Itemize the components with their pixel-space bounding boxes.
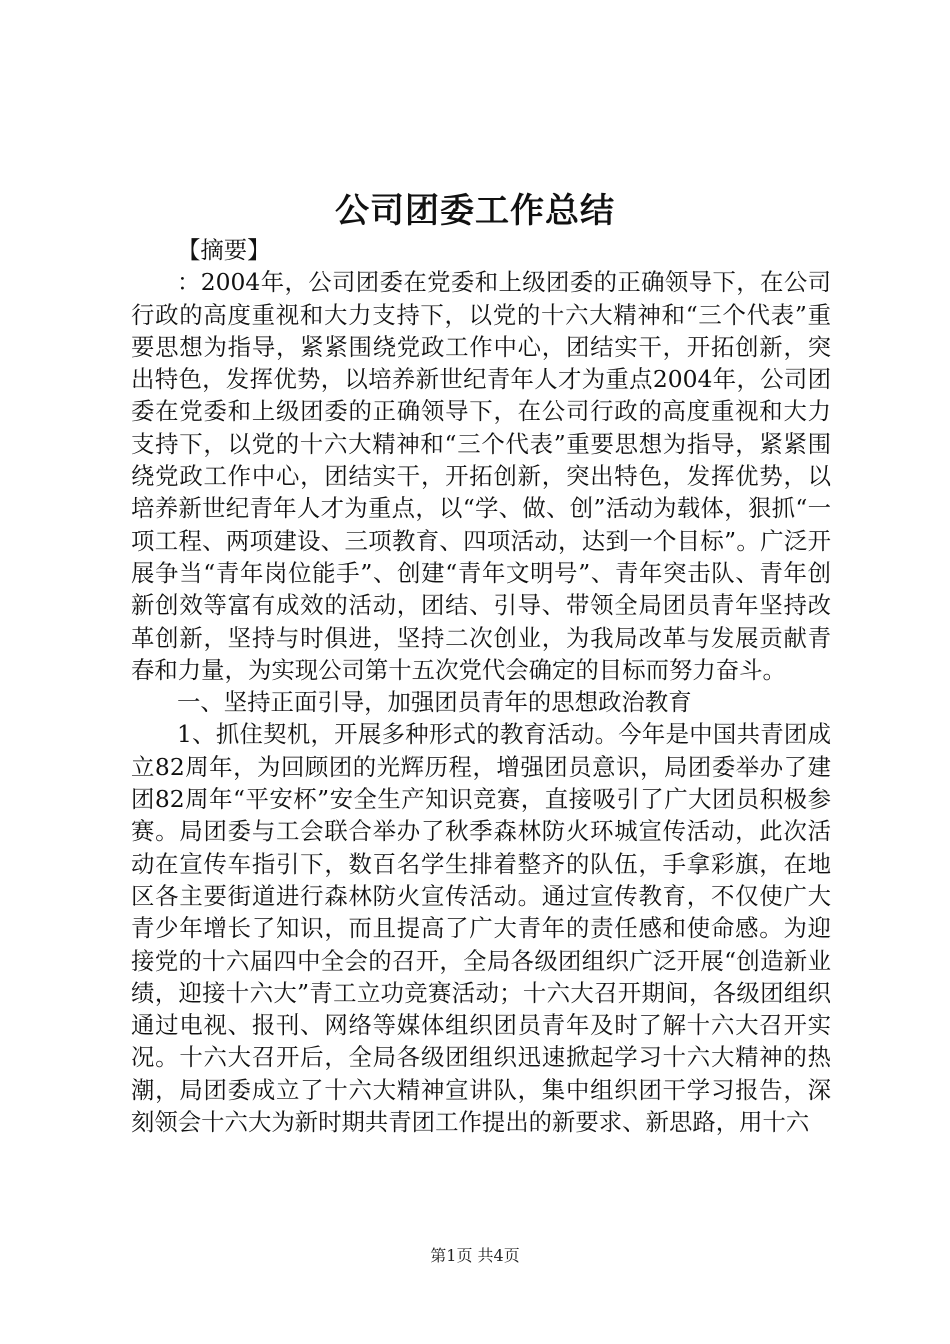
page-number: 第1页 共4页 [430, 1246, 520, 1265]
abstract-paragraph: ：2004年，公司团委在党委和上级团委的正确领导下，在公司行政的高度重视和大力支持下，以党的十六大精神和“三个代表”重要思想为指导，紧紧围绕党政工作中心，团结实干，开拓创新，突出特色，发挥优势，以培养新世纪青年人才为重点2004年，公司团委在党委和上级团委的正确领导下，在公司行政的高度重视和大力支持下，以党的十六大精神和“三个代表”重要思想为指导，紧紧围绕党政工作中心，团结实干，开拓创新，突出特色，发挥优势，以培养新世纪青年人才为重点，以“学、做、创”活动为载体，狠抓“一项工程、两项建设、三项教育、四项活动，达到一个目标”。广泛开展争当“青年岗位能手”、创建“青年文明号”、青年突击队、青年创新创效等富有成效的活动，团结、引导、带领全局团员青年坚持改革创新，坚持与时俱进，坚持二次创业，为我局改革与发展贡献青春和力量，为实现公司第十五次党代会确定的目标而努力奋斗。 [131, 268, 831, 684]
document-title: 公司团委工作总结 [335, 191, 615, 231]
section-heading: 一、坚持正面引导，加强团员青年的思想政治教育 [177, 688, 692, 717]
abstract-heading: 【摘要】 [177, 236, 271, 264]
body-paragraph: 1、抓住契机，开展多种形式的教育活动。今年是中国共青团成立82周年，为回顾团的光辉历程，增强团员意识，局团委举办了建团82周年“平安杯”安全生产知识竞赛，直接吸引了广大团员积极参赛。局团委与工会联合举办了秋季森林防火环城宣传活动，此次活动在宣传车指引下，数百名学生排着整齐的队伍，手拿彩旗，在地区各主要街道进行森林防火宣传活动。通过宣传教育，不仅使广大青少年增长了知识，而且提高了广大青年的责任感和使命感。为迎接党的十六届四中全会的召开，全局各级团组织广泛开展“创造新业绩，迎接十六大”青工立功竞赛活动；十六大召开期间，各级团组织通过电视、报刊、网络等媒体组织团员青年及时了解十六大召开实况。十六大召开后，全局各级团组织迅速掀起学习十六大精神的热潮，局团委成立了十六大精神宣讲队，集中组织团干学习报告，深刻领会十六大为新时期共青团工作提出的新要求、新思路，用十六 [131, 720, 831, 1137]
document-body [131, 234, 831, 1138]
